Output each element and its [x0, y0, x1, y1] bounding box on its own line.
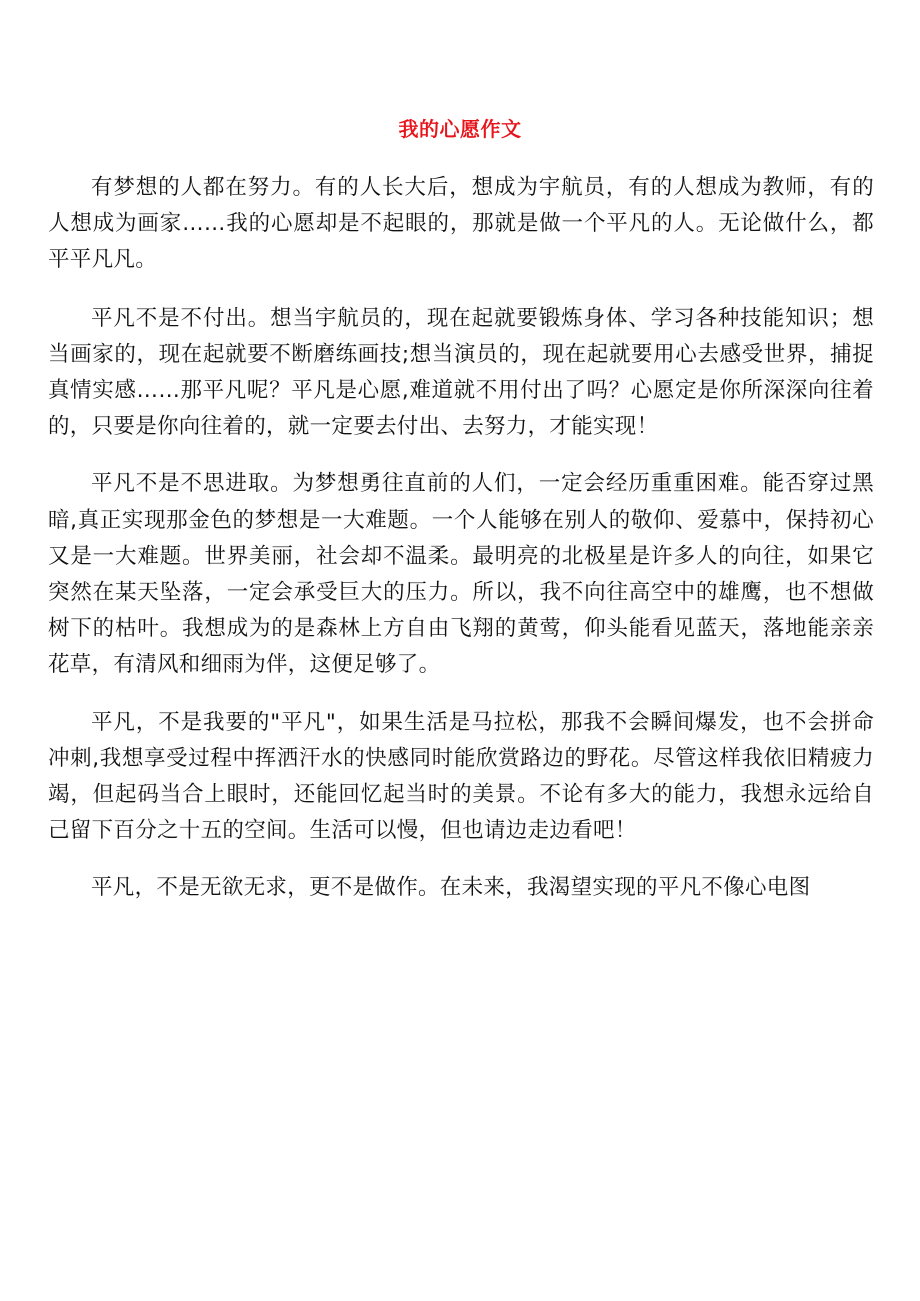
- document-body: [48, 170, 874, 927]
- paragraph-4: 平凡，不是我要的"平凡"，如果生活是马拉松，那我不会瞬间爆发，也不会拼命冲刺,我想享受过程中挥洒汗水的快感同时能欣赏路边的野花。尽管这样我依旧精疲力竭，但起码当合上眼时，还能回忆起当时的美景。不论有多大的能力，我想永远给自己留下百分之十五的空间。生活可以慢，但也请边走边看吧！: [48, 709, 874, 844]
- paragraph-3: 平凡不是不思进取。为梦想勇往直前的人们，一定会经历重重困难。能否穿过黑暗,真正实现那金色的梦想是一大难题。一个人能够在别人的敬仰、爱慕中，保持初心又是一大难题。世界美丽，社会却不温柔。最明亮的北极星是许多人的向往，如果它突然在某天坠落，一定会承受巨大的压力。所以，我不向往高空中的雄鹰，也不想做树下的枯叶。我想成为的是森林上方自由飞翔的黄莺，仰头能看见蓝天，落地能亲亲花草，有清风和细雨为伴，这便足够了。: [48, 471, 874, 678]
- paragraph-2: 平凡不是不付出。想当宇航员的，现在起就要锻炼身体、学习各种技能知识；想当画家的，现在起就要不断磨练画技;想当演员的，现在起就要用心去感受世界，捕捉真情实感……那平凡呢？平凡是心愿,难道就不用付出了吗？心愿定是你所深深向往着的，只要是你向往着的，就一定要去付出、去努力，才能实现！: [48, 305, 874, 440]
- paragraph-1: 有梦想的人都在努力。有的人长大后，想成为宇航员，有的人想成为教师，有的人想成为画家……我的心愿却是不起眼的，那就是做一个平凡的人。无论做什么，都平平凡凡。: [48, 175, 874, 273]
- document-title: 我的心愿作文: [398, 117, 522, 141]
- paragraph-5: 平凡，不是无欲无求，更不是做作。在未来，我渴望实现的平凡不像心电图: [91, 875, 811, 901]
